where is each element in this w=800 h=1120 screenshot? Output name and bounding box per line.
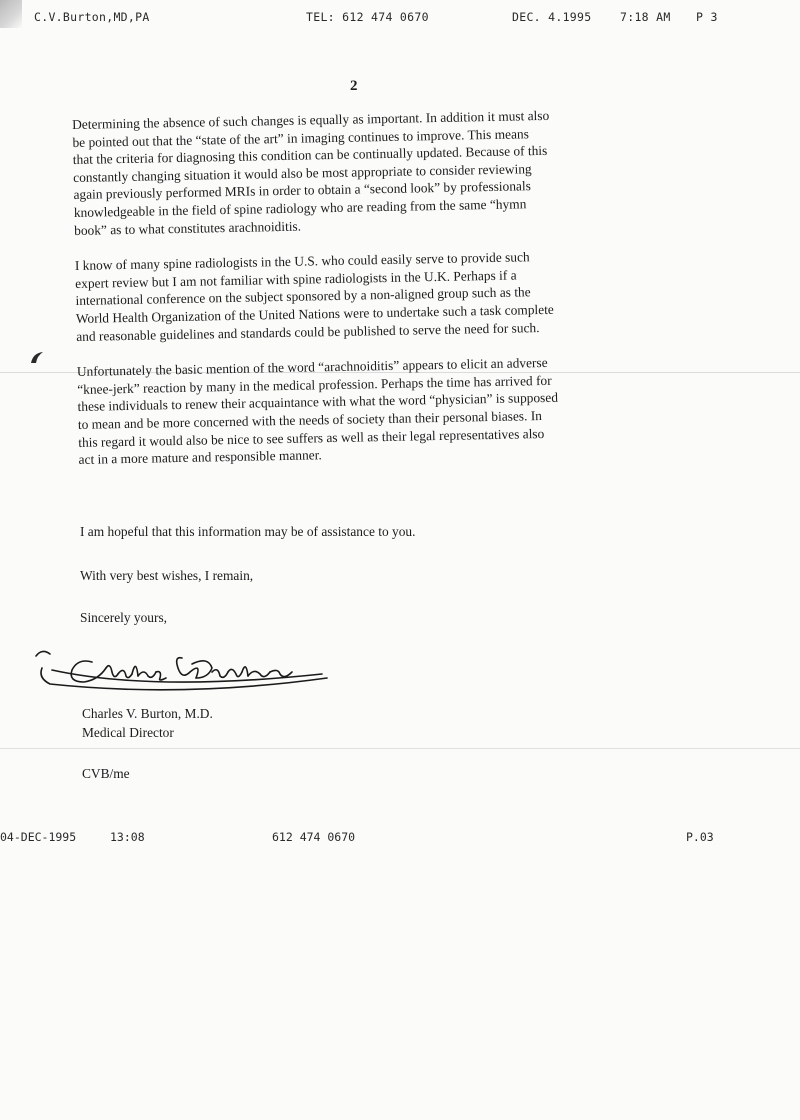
text-line: Determining the absence of such changes is equally as important. In addition it must also (72, 107, 550, 132)
corner-shadow (0, 0, 22, 28)
page-number: 2 (350, 78, 358, 94)
text-line: that the criteria for diagnosing this condition can be continually updated. Because of this (72, 143, 548, 168)
paragraph (72, 105, 662, 239)
fax-footer-page: P.03 (686, 830, 714, 844)
fax-footer-date: 04-DEC-1995 (0, 830, 77, 844)
fax-telephone: TEL: 612 474 0670 (306, 10, 429, 24)
text-line: expert review but I am not familiar with spine radiologists in the U.K. Perhaps if a (75, 267, 517, 291)
text-line: knowledgeable in the field of spine radiology who are reading from the same “hymn (73, 196, 527, 220)
paragraph (75, 246, 665, 345)
closing-line: With very best wishes, I remain, (80, 568, 254, 583)
fax-page-number: P 3 (696, 10, 718, 24)
signatory-name: Charles V. Burton, M.D. (82, 706, 213, 721)
text-line: I know of many spine radiologists in the U.S. who could easily serve to provide such (74, 249, 530, 274)
fax-time: 7:18 AM (620, 10, 671, 24)
fax-date: DEC. 4.1995 (512, 10, 592, 24)
fold-line (0, 748, 800, 749)
text-line: World Health Organization of the United Nations were to undertake such a task complete (75, 301, 554, 326)
fax-footer-telephone: 612 474 0670 (272, 830, 356, 844)
fax-sender: C.V.Burton,MD,PA (34, 10, 150, 24)
text-line: these individuals to renew their acquaintance with what the word “physician” is supposed (77, 390, 559, 415)
closing-line: I am hopeful that this information may be of assistance to you. (80, 524, 416, 539)
text-line: Unfortunately the basic mention of the word “arachnoiditis” appears to elicit an adverse (76, 355, 548, 380)
text-line: act in a more mature and responsible manner. (78, 447, 322, 468)
text-line: book” as to what constitutes arachnoiditis. (74, 218, 302, 238)
text-line: again previously performed MRIs in order to obtain a “second look” by professionals (73, 178, 531, 203)
fax-footer-time: 13:08 (110, 830, 145, 844)
text-line: international conference on the subject sponsored by a non-aligned group such as the (75, 284, 531, 309)
text-line: this regard it would also be nice to see suffers as well as their legal representatives also (78, 425, 545, 450)
handwritten-signature (32, 644, 332, 694)
paragraph (77, 352, 667, 469)
reference-initials: CVB/me (82, 766, 130, 781)
hole-punch-mark (30, 350, 46, 366)
closing-line: Sincerely yours, (80, 610, 168, 625)
text-line: constantly changing situation it would also be most appropriate to consider reviewing (73, 160, 532, 185)
text-line: to mean and be more concerned with the needs of society than their personal biases. In (77, 407, 543, 432)
text-line: be pointed out that the “state of the art” in imaging continues to improve. This means (72, 125, 529, 150)
text-line: and reasonable guidelines and standards could be published to serve the need for such. (76, 319, 540, 344)
text-line: “knee-jerk” reaction by many in the medical profession. Perhaps the time has arrived for (77, 372, 552, 397)
letter-body (72, 105, 667, 487)
signatory-title: Medical Director (82, 725, 174, 740)
